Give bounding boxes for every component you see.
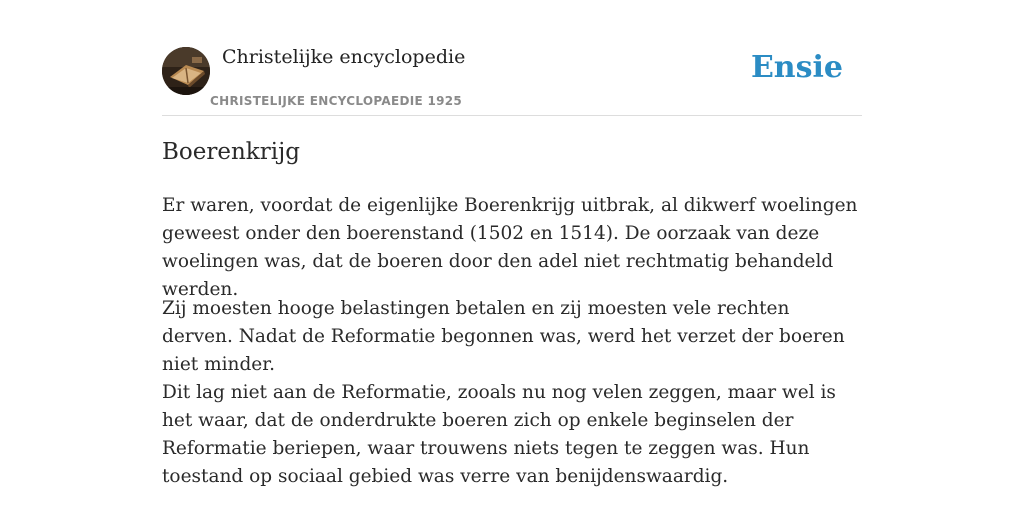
article-title: Boerenkrijg (162, 139, 300, 165)
source-header (162, 0, 862, 116)
site-name[interactable]: Christelijke encyclopedie (222, 46, 466, 68)
ensie-logo[interactable]: Ensie (750, 50, 843, 85)
article-card (162, 0, 862, 512)
book-icon (162, 47, 210, 95)
article-paragraph-2: Zij moesten hooge belastingen betalen en zij moesten vele rechten derven. Nadat de Reformatie begonnen was, werd het verzet der boeren niet minder. (162, 298, 845, 375)
site-subtitle: CHRISTELIJKE ENCYCLOPAEDIE 1925 (210, 94, 463, 108)
article-paragraph-3: Dit lag niet aan de Reformatie, zooals nu nog velen zeggen, maar wel is het waar, dat de onderdrukte boeren zich op enkele beginselen der Reformatie beriepen, waar trouwens niets tegen te zeggen was. Hun toestand op sociaal gebied was verre van benijdenswaardig. (162, 382, 836, 487)
source-avatar[interactable] (162, 47, 210, 95)
article-paragraph-1: Er waren, voordat de eigenlijke Boerenkrijg uitbrak, al dikwerf woelingen geweest onder den boerenstand (1502 en 1514). De oorzaak van deze woelingen was, dat de boeren door den adel niet rechtmatig behandeld werden. (162, 195, 858, 300)
